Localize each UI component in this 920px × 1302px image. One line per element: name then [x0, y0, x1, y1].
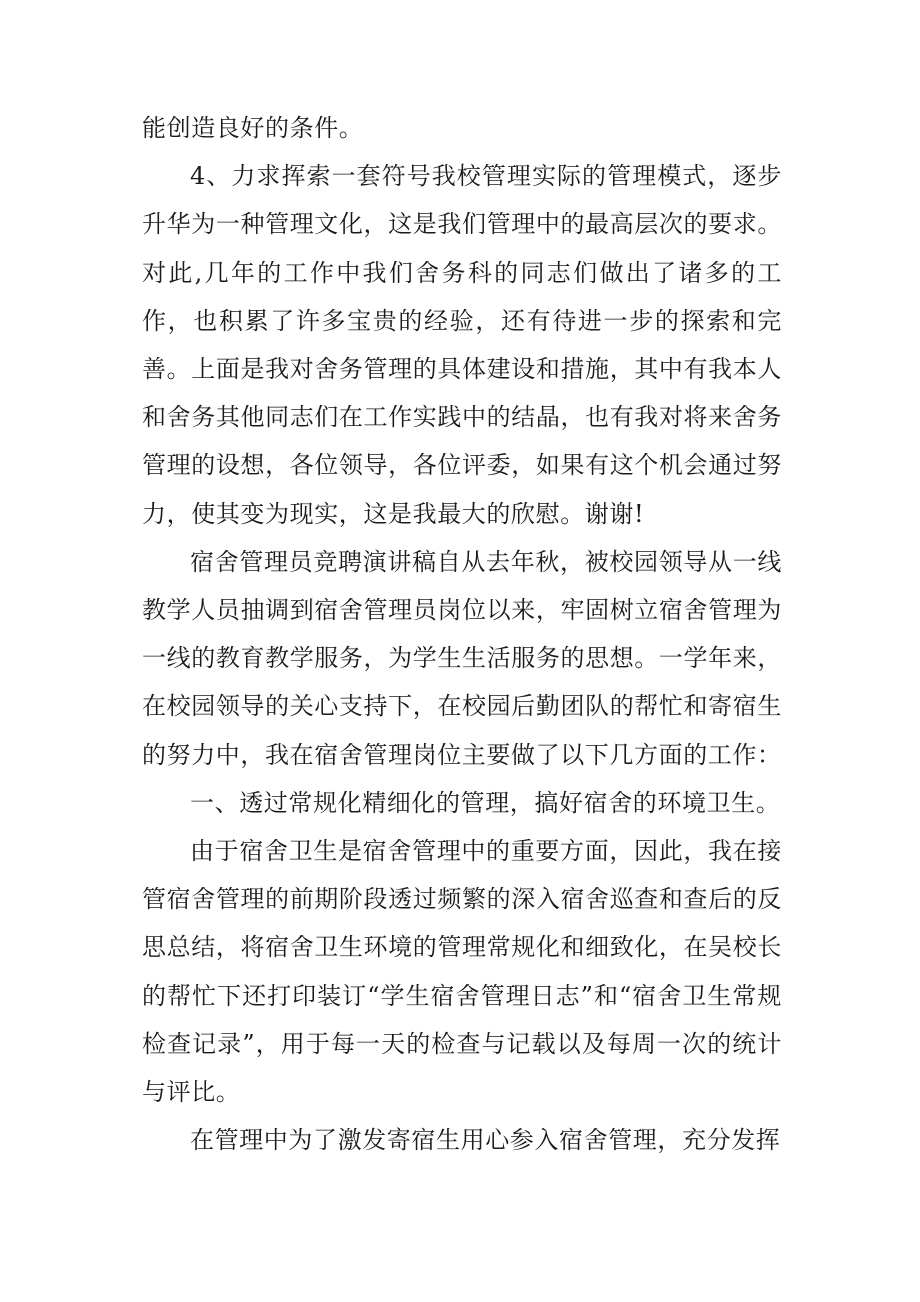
- paragraph-section-heading-hygiene: 一、透过常规化精细化的管理，搞好宿舍的环境卫生。: [190, 788, 781, 817]
- paragraph-hygiene-details: 由于宿舍卫生是宿舍管理中的重要方面，因此，我在接管宿舍管理的前期阶段透过频繁的深入宿舍巡查和查后的反思总结，将宿舍卫生环境的管理常规化和细致化，在吴校长的帮忙下还打印装订“学生宿舍管理日志”和“宿舍卫生常规检查记录”，用于每一天的检查与记载以及每周一次的统计与评比。: [142, 837, 782, 1107]
- paragraph-speech-intro: 宿舍管理员竞聘演讲稿自从去年秋，被校园领导从一线教学人员抽调到宿舍管理员岗位以来，牢固树立宿舍管理为一线的教育教学服务，为学生生活服务的思想。一学年来，在校园领导的关心支持下，在校园后勤团队的帮忙和寄宿生的努力中，我在宿舍管理岗位主要做了以下几方面的工作：: [142, 547, 782, 769]
- document-body: [142, 104, 782, 1164]
- paragraph-participation: 在管理中为了激发寄宿生用心参入宿舍管理，充分发挥: [190, 1126, 781, 1155]
- paragraph-management-model: 4、力求挥索一套符号我校管理实际的管理模式，逐步升华为一种管理文化，这是我们管理中的最高层次的要求。对此,几年的工作中我们舍务科的同志们做出了诸多的工作，也积累了许多宝贵的经验，还有待进一步的探索和完善。上面是我对舍务管理的具体建设和措施，其中有我本人和舍务其他同志们在工作实践中的结晶，也有我对将来舍务管理的设想，各位领导，各位评委，如果有这个机会通过努力，使其变为现实，这是我最大的欣慰。谢谢!: [142, 162, 782, 528]
- paragraph-continuation: 能创造良好的条件。: [142, 114, 364, 142]
